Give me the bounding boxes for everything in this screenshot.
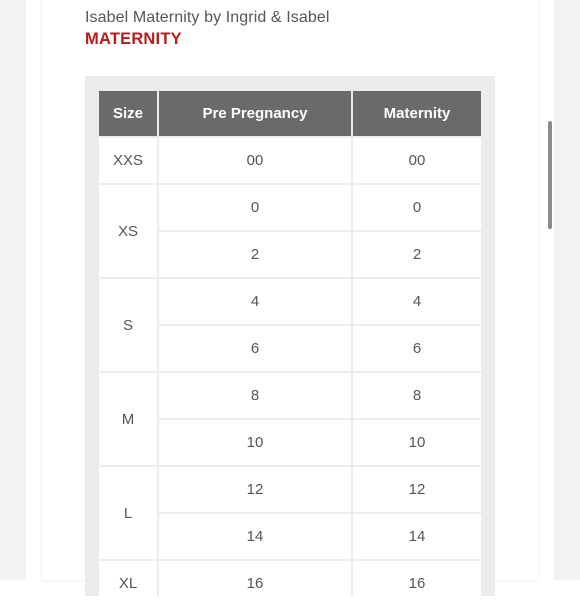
- maternity-cell: 00: [353, 138, 481, 183]
- pre-pregnancy-cell: 2: [159, 232, 351, 277]
- column-header-maternity: Maternity: [353, 91, 481, 136]
- maternity-cell: 2: [353, 232, 481, 277]
- table-row: [99, 185, 481, 230]
- maternity-cell: 14: [353, 514, 481, 559]
- pre-pregnancy-cell: 00: [159, 138, 351, 183]
- column-header-size: Size: [99, 91, 157, 136]
- table-row: [99, 561, 481, 606]
- pre-pregnancy-cell: 10: [159, 420, 351, 465]
- maternity-cell: 10: [353, 420, 481, 465]
- column-header-pre-pregnancy: Pre Pregnancy: [159, 91, 351, 136]
- table-header-row: [99, 91, 481, 136]
- pre-pregnancy-cell: 4: [159, 279, 351, 324]
- right-gutter: [554, 0, 580, 580]
- left-gutter: [0, 0, 26, 580]
- pre-pregnancy-cell: 8: [159, 373, 351, 418]
- size-cell: S: [99, 279, 157, 371]
- size-cell: M: [99, 373, 157, 465]
- maternity-cell: 0: [353, 185, 481, 230]
- vertical-scrollbar[interactable]: [548, 121, 552, 229]
- pre-pregnancy-cell: 12: [159, 467, 351, 512]
- maternity-cell: 12: [353, 467, 481, 512]
- table-row: [99, 373, 481, 418]
- size-chart-panel: [85, 76, 495, 596]
- brand-name: Isabel Maternity by Ingrid & Isabel: [85, 9, 330, 26]
- size-cell: XL: [99, 561, 157, 606]
- category-title: MATERNITY: [85, 30, 182, 48]
- table-body: [99, 138, 481, 606]
- maternity-cell: 6: [353, 326, 481, 371]
- size-cell: L: [99, 467, 157, 559]
- maternity-cell: 16: [353, 561, 481, 606]
- pre-pregnancy-cell: 6: [159, 326, 351, 371]
- pre-pregnancy-cell: 0: [159, 185, 351, 230]
- pre-pregnancy-cell: 14: [159, 514, 351, 559]
- table-row: [99, 467, 481, 512]
- size-cell: XS: [99, 185, 157, 277]
- table-row: [99, 279, 481, 324]
- maternity-cell: 8: [353, 373, 481, 418]
- pre-pregnancy-cell: 16: [159, 561, 351, 606]
- size-chart-table: [97, 89, 483, 608]
- size-cell: XXS: [99, 138, 157, 183]
- table-row: [99, 138, 481, 183]
- maternity-cell: 4: [353, 279, 481, 324]
